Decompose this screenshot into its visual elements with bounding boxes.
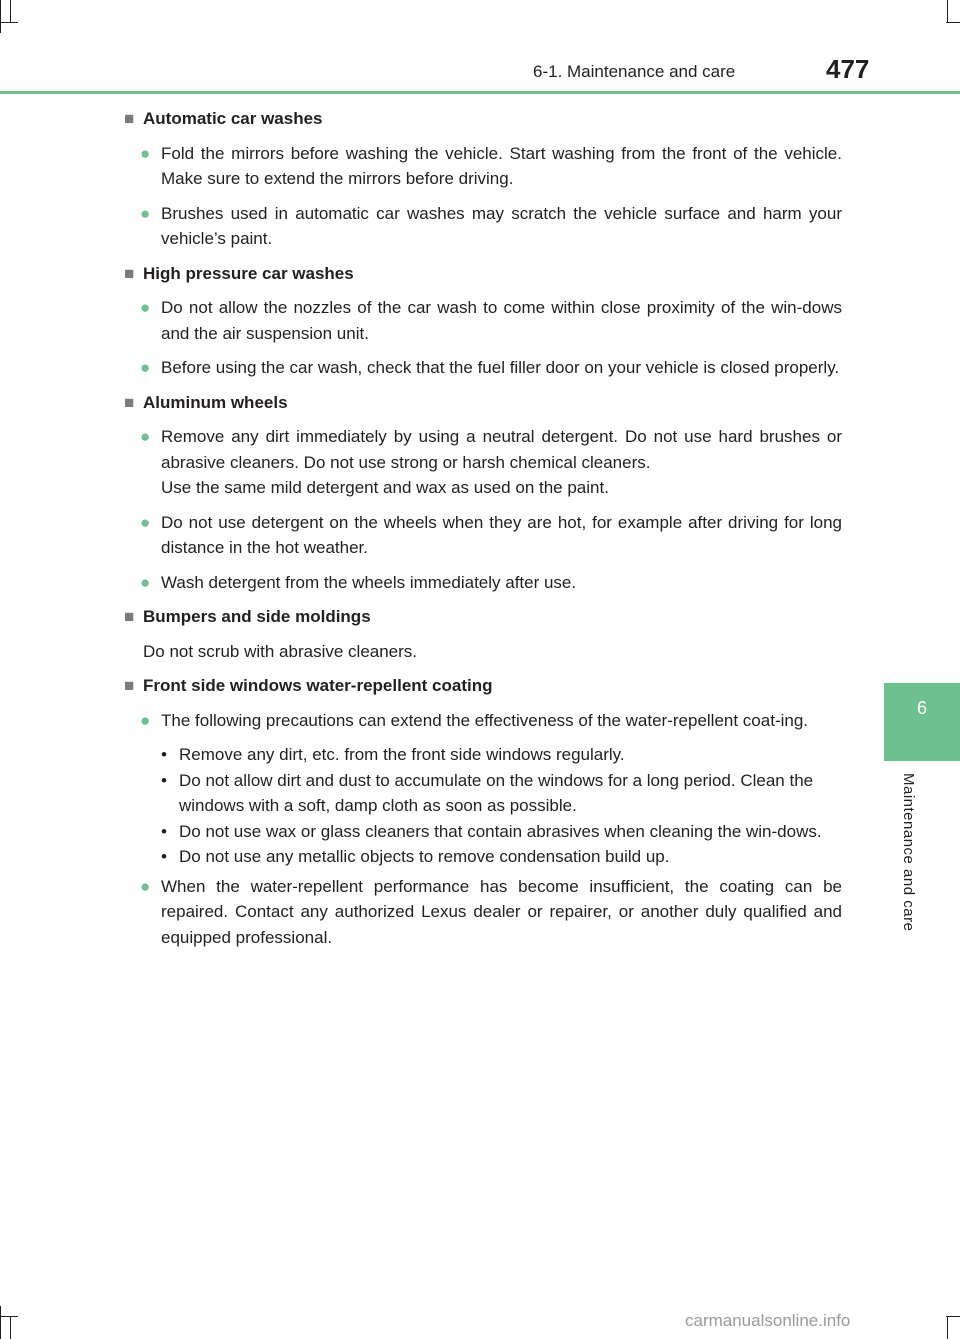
crop-mark <box>0 1316 18 1317</box>
square-icon: ■ <box>124 607 135 626</box>
crop-mark <box>10 0 11 22</box>
bullet-icon: ● <box>140 143 151 163</box>
header-rule <box>0 91 960 94</box>
square-icon: ■ <box>124 392 135 412</box>
crop-mark <box>946 22 960 23</box>
dot-icon: • <box>161 821 167 841</box>
list-item: ● Brushes used in automatic car washes may scratch the vehicle surface and harm your vehicle’s paint. <box>124 201 842 252</box>
section-heading: ■ Automatic car washes <box>124 106 842 132</box>
dot-icon: • <box>161 770 167 790</box>
crop-mark <box>946 1316 960 1317</box>
square-icon: ■ <box>124 109 135 128</box>
section-heading: ■ Aluminum wheels <box>124 390 842 416</box>
sub-list-item: • Remove any dirt, etc. from the front side windows regularly. <box>161 742 842 768</box>
list-item: ● Do not allow the nozzles of the car wash to come within close proximity of the win-dows and the air suspension unit. <box>124 295 842 346</box>
bullet-icon: ● <box>140 572 151 592</box>
chapter-number: 6 <box>916 698 927 718</box>
crop-mark <box>0 0 1 33</box>
crop-mark <box>0 1306 1 1339</box>
sub-list-item: • Do not allow dirt and dust to accumulate on the windows for a long period. Clean the windows with a soft, damp cloth as soon as possible. <box>161 768 842 819</box>
bullet-icon: ● <box>140 512 151 532</box>
crop-mark <box>947 1317 948 1339</box>
section-heading: ■ Bumpers and side moldings <box>124 604 842 630</box>
list-item: ● Wash detergent from the wheels immediately after use. <box>124 570 842 596</box>
bullet-icon: ● <box>140 427 151 446</box>
square-icon: ■ <box>124 263 135 283</box>
list-item: ● The following precautions can extend the effectiveness of the water-repellent coat-ing. <box>124 708 842 734</box>
paragraph: Do not scrub with abrasive cleaners. <box>143 641 418 661</box>
dot-icon: • <box>161 745 167 764</box>
dot-icon: • <box>161 847 167 866</box>
section-title: 6-1. Maintenance and care <box>533 62 736 81</box>
sub-list-item: • Do not use wax or glass cleaners that contain abrasives when cleaning the win-dows. <box>161 819 842 845</box>
bullet-icon: ● <box>140 203 151 223</box>
bullet-icon: ● <box>140 876 151 896</box>
page-number: 477 <box>826 54 870 84</box>
list-item: ● Fold the mirrors before washing the vehicle. Start washing from the front of the vehicle. Make sure to extend the mirrors before driving. <box>124 141 842 192</box>
bullet-icon: ● <box>140 710 151 730</box>
chapter-tab <box>884 683 960 761</box>
watermark: carmanualsonline.info <box>685 1311 851 1330</box>
square-icon: ■ <box>124 676 135 695</box>
list-item: ● Before using the car wash, check that the fuel filler door on your vehicle is closed properly. <box>124 355 842 381</box>
crop-mark <box>0 22 18 23</box>
crop-mark <box>10 1317 11 1339</box>
page-content <box>124 106 842 959</box>
sub-list-item: • Do not use any metallic objects to remove condensation build up. <box>161 844 842 870</box>
crop-mark <box>947 0 948 22</box>
bullet-icon: ● <box>140 298 151 317</box>
list-item: ● Remove any dirt immediately by using a neutral detergent. Do not use hard brushes or abrasive cleaners. Do not use strong or harsh chemical cleaners. Use the same mild detergent and wax as used on the paint. <box>124 424 842 501</box>
section-heading: ■ High pressure car washes <box>124 261 842 287</box>
section-heading: ■ Front side windows water-repellent coating <box>124 673 842 699</box>
list-item: ● When the water-repellent performance has become insufficient, the coating can be repaired. Contact any authorized Lexus dealer or repairer, or another duly qualified and equipped professional. <box>124 874 842 951</box>
bullet-icon: ● <box>140 358 151 377</box>
sub-list <box>124 742 842 870</box>
chapter-title: Maintenance and care <box>900 773 917 932</box>
list-item: ● Do not use detergent on the wheels when they are hot, for example after driving for long distance in the hot weather. <box>124 510 842 561</box>
